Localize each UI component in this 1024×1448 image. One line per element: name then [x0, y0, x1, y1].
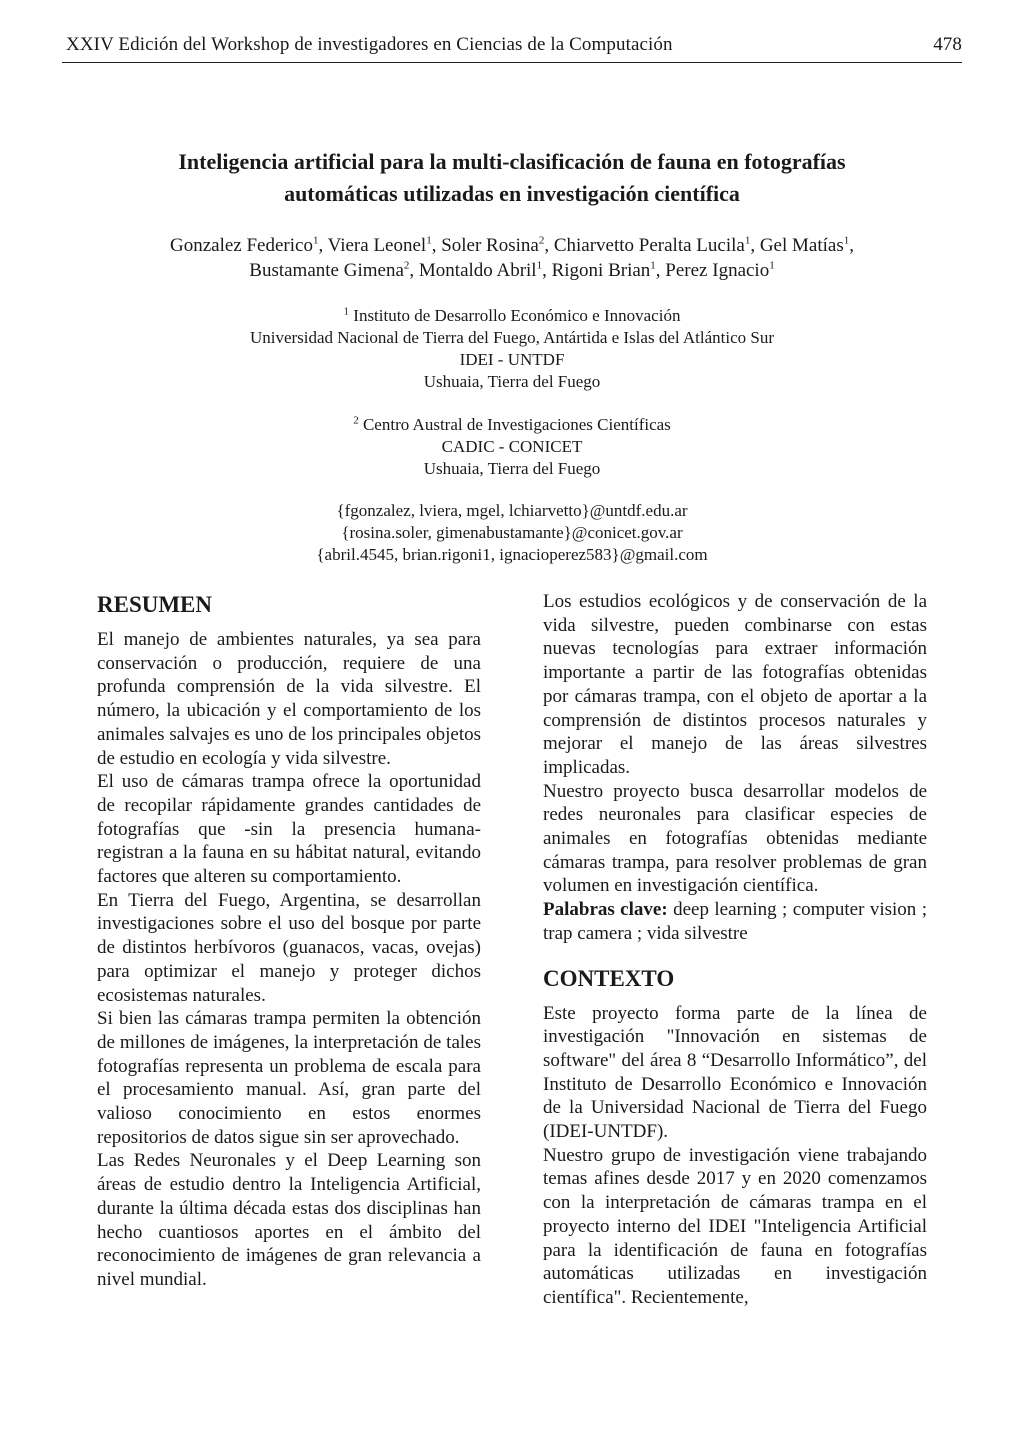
author-name: Montaldo Abril [418, 260, 537, 281]
affiliation-line: CADIC - CONICET [441, 437, 583, 456]
body-paragraph: Este proyecto forma parte de la línea de investigación "Innovación en sistemas de software" del área 8 “Desarrollo Informático”, del Instituto de Desarrollo Económico e Innovación de la Universidad Nacional de Tierra del Fuego (IDEI-UNTDF). [543, 1002, 927, 1143]
email-line: {fgonzalez, lviera, mgel, lchiarvetto}@untdf.edu.ar [336, 501, 688, 520]
keywords [543, 898, 927, 945]
conference-name: XXIV Edición del Workshop de investigadores en Ciencias de la Computación [66, 34, 673, 55]
running-header [62, 32, 962, 63]
author-name: Rigoni Brian [551, 260, 651, 281]
title-line-2: automáticas utilizadas en investigación científica [284, 181, 740, 206]
right-column [543, 590, 927, 1310]
contexto-heading: CONTEXTO [543, 965, 675, 991]
left-column [97, 590, 481, 1292]
resumen-heading: RESUMEN [97, 592, 213, 617]
author-name: Gonzalez Federico [170, 235, 313, 256]
title-line-1: Inteligencia artificial para la multi-clasificación de fauna en fotografías [178, 149, 846, 174]
body-paragraph: Nuestro grupo de investigación viene trabajando temas afines desde 2017 y en 2020 comenzamos con la interpretación de cámaras trampa en el proyecto interno del IDEI "Inteligencia Artificial para la identificación de fauna en fotografías automáticas utilizadas en investigación científica". Recientemente, [543, 1144, 927, 1308]
author-affiliation-mark: 2 [538, 234, 545, 247]
author-affiliation-mark: 1 [426, 234, 432, 247]
author-name: Viera Leonel [327, 235, 427, 256]
affiliation-line: Ushuaia, Tierra del Fuego [423, 459, 601, 478]
body-paragraph: Las Redes Neuronales y el Deep Learning son áreas de estudio dentro la Inteligencia Artificial, durante la última década estas dos disciplinas han hecho cuantiosos aportes en el ámbito del reconocimiento de imágenes de gran relevancia a nivel mundial. [97, 1150, 481, 1290]
author-affiliation-mark: 1 [312, 234, 319, 247]
author-name: Chiarvetto Peralta Lucila [553, 235, 745, 256]
affiliation-line: Centro Austral de Investigaciones Científicas [362, 415, 671, 434]
author-affiliation-mark: 1 [744, 234, 751, 247]
affiliation-line: Ushuaia, Tierra del Fuego [423, 372, 601, 391]
author-name: Soler Rosina [441, 235, 539, 256]
author-list [62, 233, 962, 283]
author-affiliation-mark: 1 [536, 259, 543, 272]
author-affiliation-mark: 1 [843, 234, 850, 247]
author-name: Gel Matías [759, 235, 844, 256]
affiliation-line: IDEI - UNTDF [459, 350, 565, 369]
author-name: Perez Ignacio [665, 260, 770, 281]
affiliation-number: 2 [353, 414, 359, 427]
body-paragraph: Si bien las cámaras trampa permiten la obtención de millones de imágenes, la interpretación de tales fotografías representa un problema de escala para el procesamiento manual. Así, gran parte del valioso conocimiento en estos enormes repositorios de datos sigue sin ser aprovechado. [97, 1008, 481, 1148]
email-block [62, 500, 962, 566]
author-line-1: Gonzalez Federico$^1$, Viera Leonel$^1$, Soler Rosina$^2$, Chiarvetto Peralta Lucila$^1$, Gel Matías$^1$, [170, 234, 854, 256]
affiliation-number: 1 [343, 305, 350, 318]
author-line-2: Bustamante Gimena$^2$, Montaldo Abril$^1$, Rigoni Brian$^1$, Perez Ignacio$^1$ [249, 259, 775, 281]
email-line: {rosina.soler, gimenabustamante}@conicet.gov.ar [341, 523, 683, 542]
email-line: {abril.4545, brian.rigoni1, ignacioperez583}@gmail.com [316, 545, 708, 564]
keywords-text: deep learning ; computer vision ; trap camera ; vida silvestre [543, 899, 927, 944]
body-paragraph: Los estudios ecológicos y de conservación de la vida silvestre, pueden combinarse con estas nuevas tecnologías para extraer información importante a partir de las fotografías obtenidas por cámaras trampa, con el objeto de aportar a la comprensión de distintos procesos naturales y mejorar el manejo de las áreas silvestres implicadas. [543, 591, 927, 778]
affiliation-line: Instituto de Desarrollo Económico e Innovación [353, 306, 681, 325]
body-paragraph: Nuestro proyecto busca desarrollar modelos de redes neuronales para clasificar especies de animales en fotografías obtenidas mediante cámaras trampa, para resolver problemas de gran volumen en investigación científica. [543, 780, 927, 897]
paper-title [62, 146, 962, 210]
affiliation-2 [62, 414, 962, 480]
page-number: 478 [933, 34, 962, 55]
body-paragraph: El uso de cámaras trampa ofrece la oportunidad de recopilar rápidamente grandes cantidades de fotografías que -sin la presencia humana- registran a la fauna en su hábitat natural, evitando factores que alteren su comportamiento. [97, 771, 481, 888]
affiliation-1 [62, 305, 962, 393]
keywords-label: Palabras clave: [543, 899, 668, 921]
body-paragraph: En Tierra del Fuego, Argentina, se desarrollan investigaciones sobre el uso del bosque por parte de distintos herbívoros (guanacos, vacas, ovejas) para optimizar el manejo y proteger dichos ecosistemas naturales. [97, 889, 481, 1006]
affiliation-line: Universidad Nacional de Tierra del Fuego, Antártida e Islas del Atlántico Sur [249, 328, 775, 347]
author-affiliation-mark: 1 [650, 259, 656, 272]
body-paragraph: El manejo de ambientes naturales, ya sea para conservación o producción, requiere de una profunda comprensión de la vida silvestre. El número, la ubicación y el comportamiento de los animales salvajes es uno de los principales objetos de estudio en ecología y vida silvestre. [97, 629, 481, 769]
author-affiliation-mark: 1 [769, 259, 775, 272]
author-name: Bustamante Gimena [249, 260, 404, 281]
author-affiliation-mark: 2 [403, 259, 410, 272]
